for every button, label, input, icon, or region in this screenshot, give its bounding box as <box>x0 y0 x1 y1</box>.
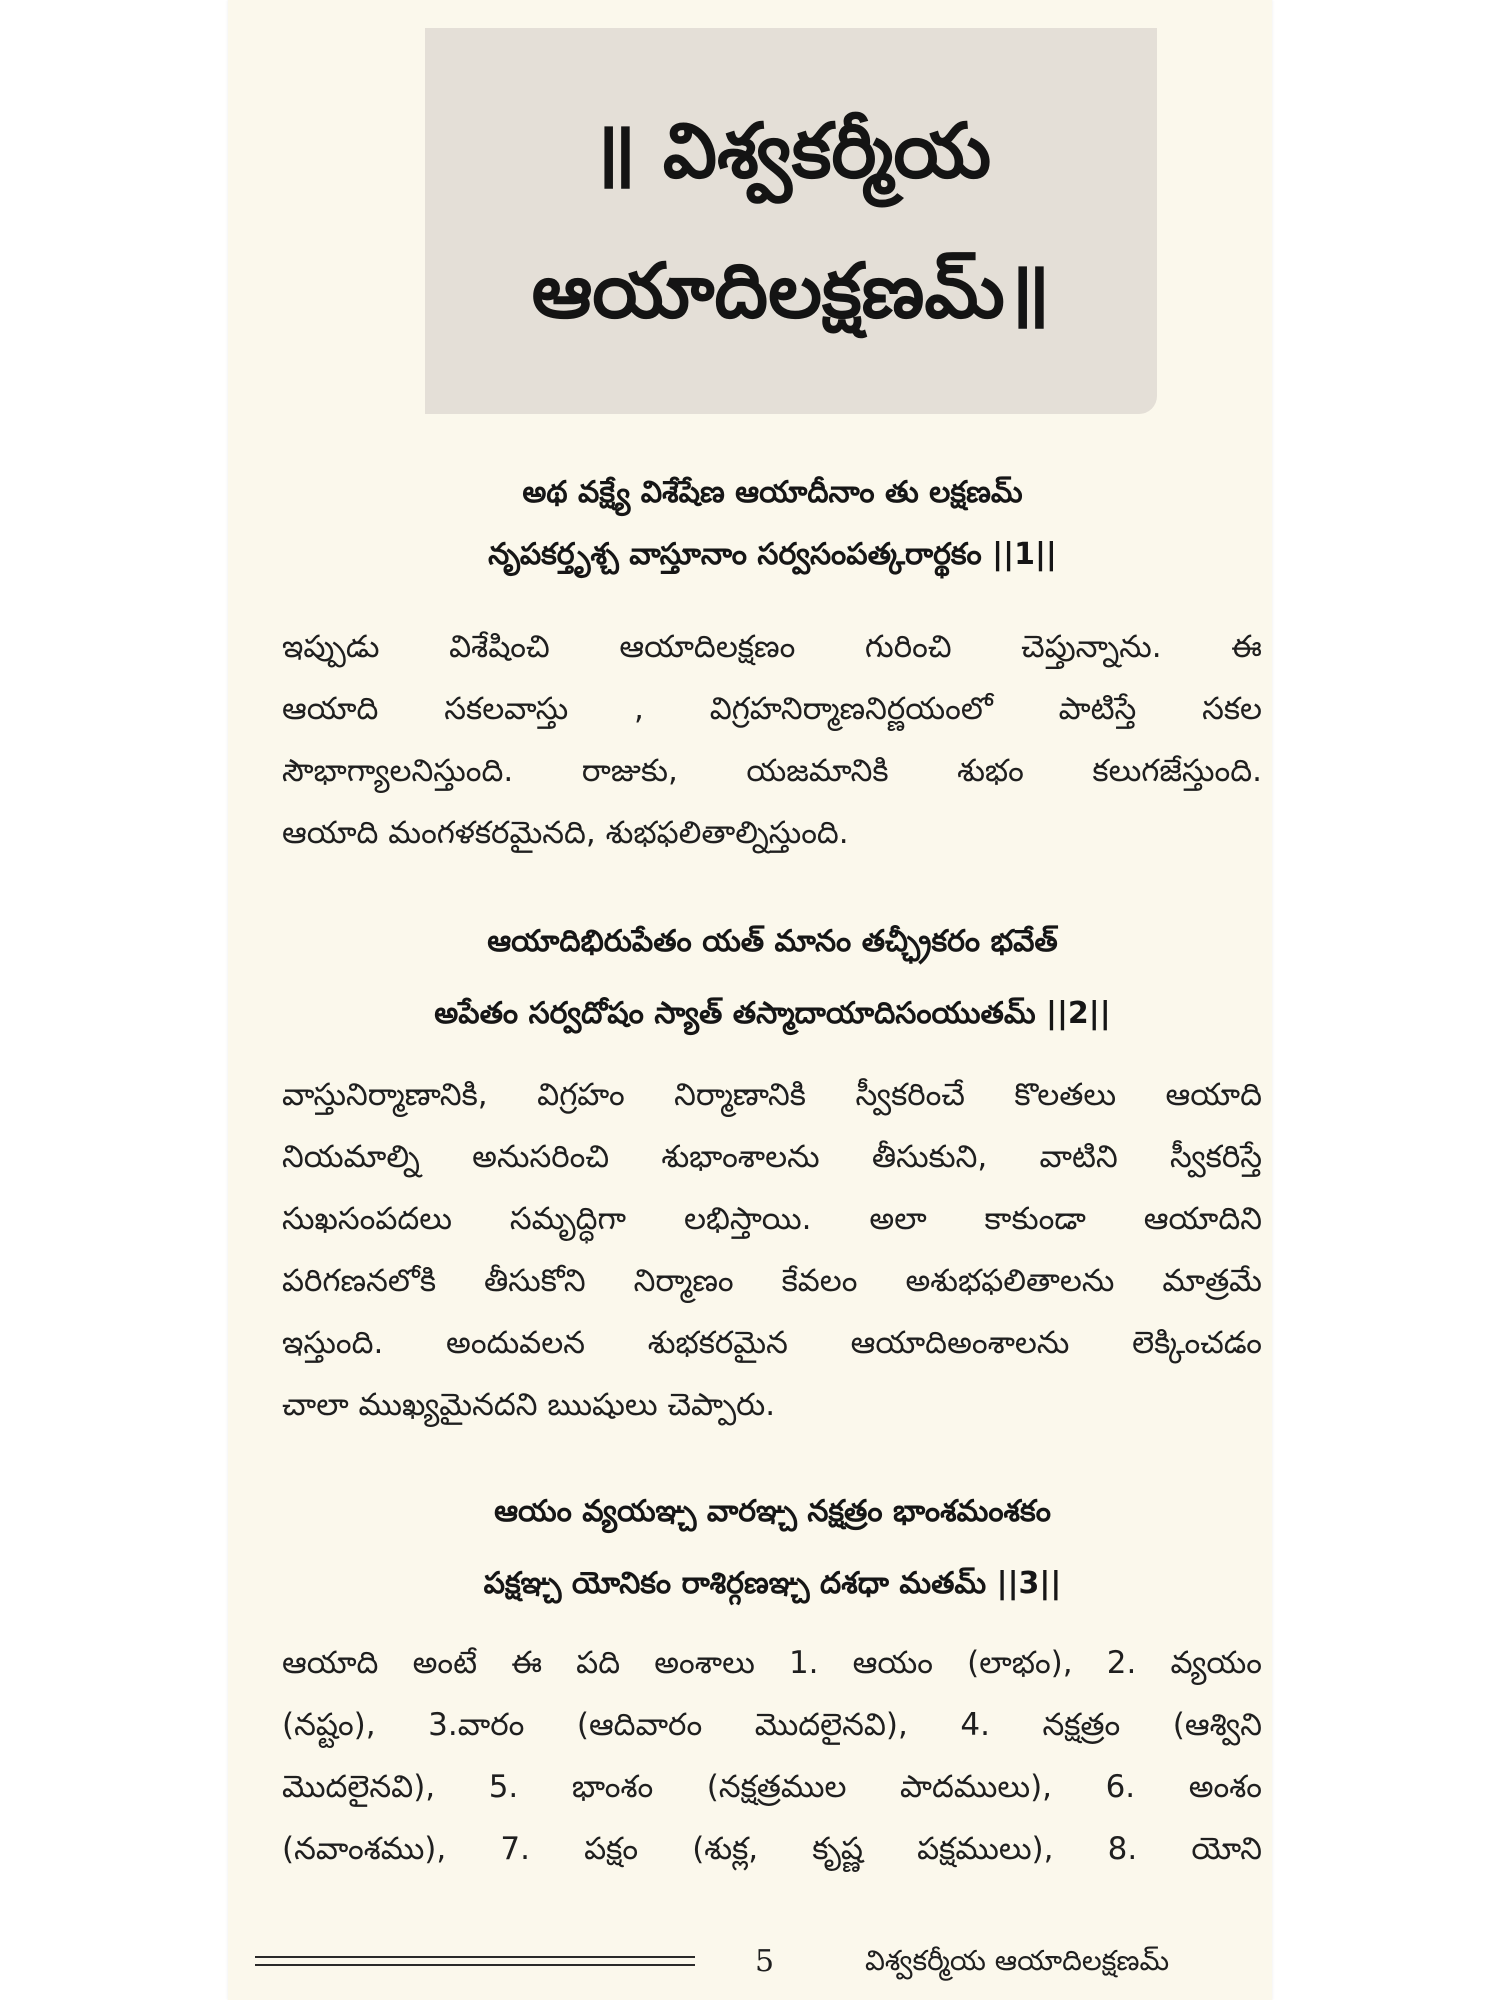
chapter-title-line-1: ॥ విశ్వకర్మీయ <box>590 106 992 195</box>
verse-2-line-1: ఆయాదిభిరుపేతం యత్ మానం తచ్ఛ్రీకరం భవేత్ <box>487 924 1058 959</box>
paragraph-line: ఇప్పుడు విశేషించి ఆయాదిలక్షణం గురించి చెప్తున్నాను. ఈ <box>282 629 1262 665</box>
paragraph-line: (నవాంశము), 7. పక్షం (శుక్ల, కృష్ణ పక్షములు), 8. యోని <box>282 1831 1262 1867</box>
commentary-paragraph-2 <box>282 1064 1262 1436</box>
paragraph-line: సుఖసంపదలు సమృద్ధిగా లభిస్తాయి. అలా కాకుండా ఆయాదిని <box>282 1201 1262 1237</box>
verse-2-line-2: అపేతం సర్వదోషం స్యాత్ తస్మాదాయాదిసంయుతమ్ ||2|| <box>434 996 1111 1031</box>
verse-3-line-2: పక్షఞ్చ యోనికం రాశిర్గణఞ్చ దశధా మతమ్ ||3|| <box>483 1566 1062 1601</box>
paragraph-line: ఆయాది సకలవాస్తు , విగ్రహనిర్మాణనిర్ణయంలో పాటిస్తే సకల <box>282 691 1262 727</box>
page-footer <box>255 1946 1255 1986</box>
verse-1-line-2: నృపకర్తృశ్చ వాస్తూనాం సర్వసంపత్కరార్థకం ||1|| <box>488 537 1057 572</box>
chapter-title-box <box>425 28 1157 414</box>
verse-3 <box>280 1476 1265 1620</box>
paragraph-line: ఆయాది మంగళకరమైనది, శుభఫలితాల్నిస్తుంది. <box>282 815 849 851</box>
paragraph-line: సౌభాగ్యాలనిస్తుంది. రాజుకు, యజమానికి శుభం కలుగజేస్తుంది. <box>282 753 1262 789</box>
paragraph-line: ఇస్తుంది. అందువలన శుభకరమైన ఆయాదిఅంశాలను లెక్కించడం <box>282 1325 1262 1361</box>
chapter-title-line-2: ఆయాదిలక్షణమ్॥ <box>531 246 1051 335</box>
page-number: 5 <box>755 1944 775 1979</box>
verse-2 <box>280 906 1265 1050</box>
paragraph-line: (నష్టం), 3.వారం (ఆదివారం మొదలైనవి), 4. నక్షత్రం (ఆశ్విని <box>282 1707 1262 1743</box>
paragraph-line: వాస్తునిర్మాణానికి, విగ్రహం నిర్మాణానికి స్వీకరించే కొలతలు ఆయాది <box>282 1077 1262 1113</box>
verse-1-line-1: అథ వక్ష్యే విశేషేణ ఆయాదీనాం తు లక్షణమ్ <box>522 475 1023 510</box>
commentary-paragraph-3 <box>282 1632 1262 1880</box>
paragraph-line: మొదలైనవి), 5. భాంశం (నక్షత్రముల పాదములు), 6. అంశం <box>282 1769 1262 1805</box>
running-title: విశ్వకర్మీయ ఆయాదిలక్షణమ్ <box>865 1944 1170 1977</box>
verse-3-line-1: ఆయం వ్యయఞ్చ వారఞ్చ నక్షత్రం భాంశమంశకం <box>494 1494 1051 1529</box>
paragraph-line: పరిగణనలోకి తీసుకోని నిర్మాణం కేవలం అశుభఫలితాలను మాత్రమే <box>282 1263 1262 1299</box>
paragraph-line: ఆయాది అంటే ఈ పది అంశాలు 1. ఆయం (లాభం), 2. వ్యయం <box>282 1645 1262 1681</box>
verse-1 <box>280 462 1265 586</box>
commentary-paragraph-1 <box>282 616 1262 864</box>
paragraph-line: నియమాల్ని అనుసరించి శుభాంశాలను తీసుకుని, వాటిని స్వీకరిస్తే <box>282 1139 1262 1175</box>
footer-double-rule <box>255 1956 695 1966</box>
paragraph-line: చాలా ముఖ్యమైనదని ఋషులు చెప్పారు. <box>282 1387 776 1423</box>
